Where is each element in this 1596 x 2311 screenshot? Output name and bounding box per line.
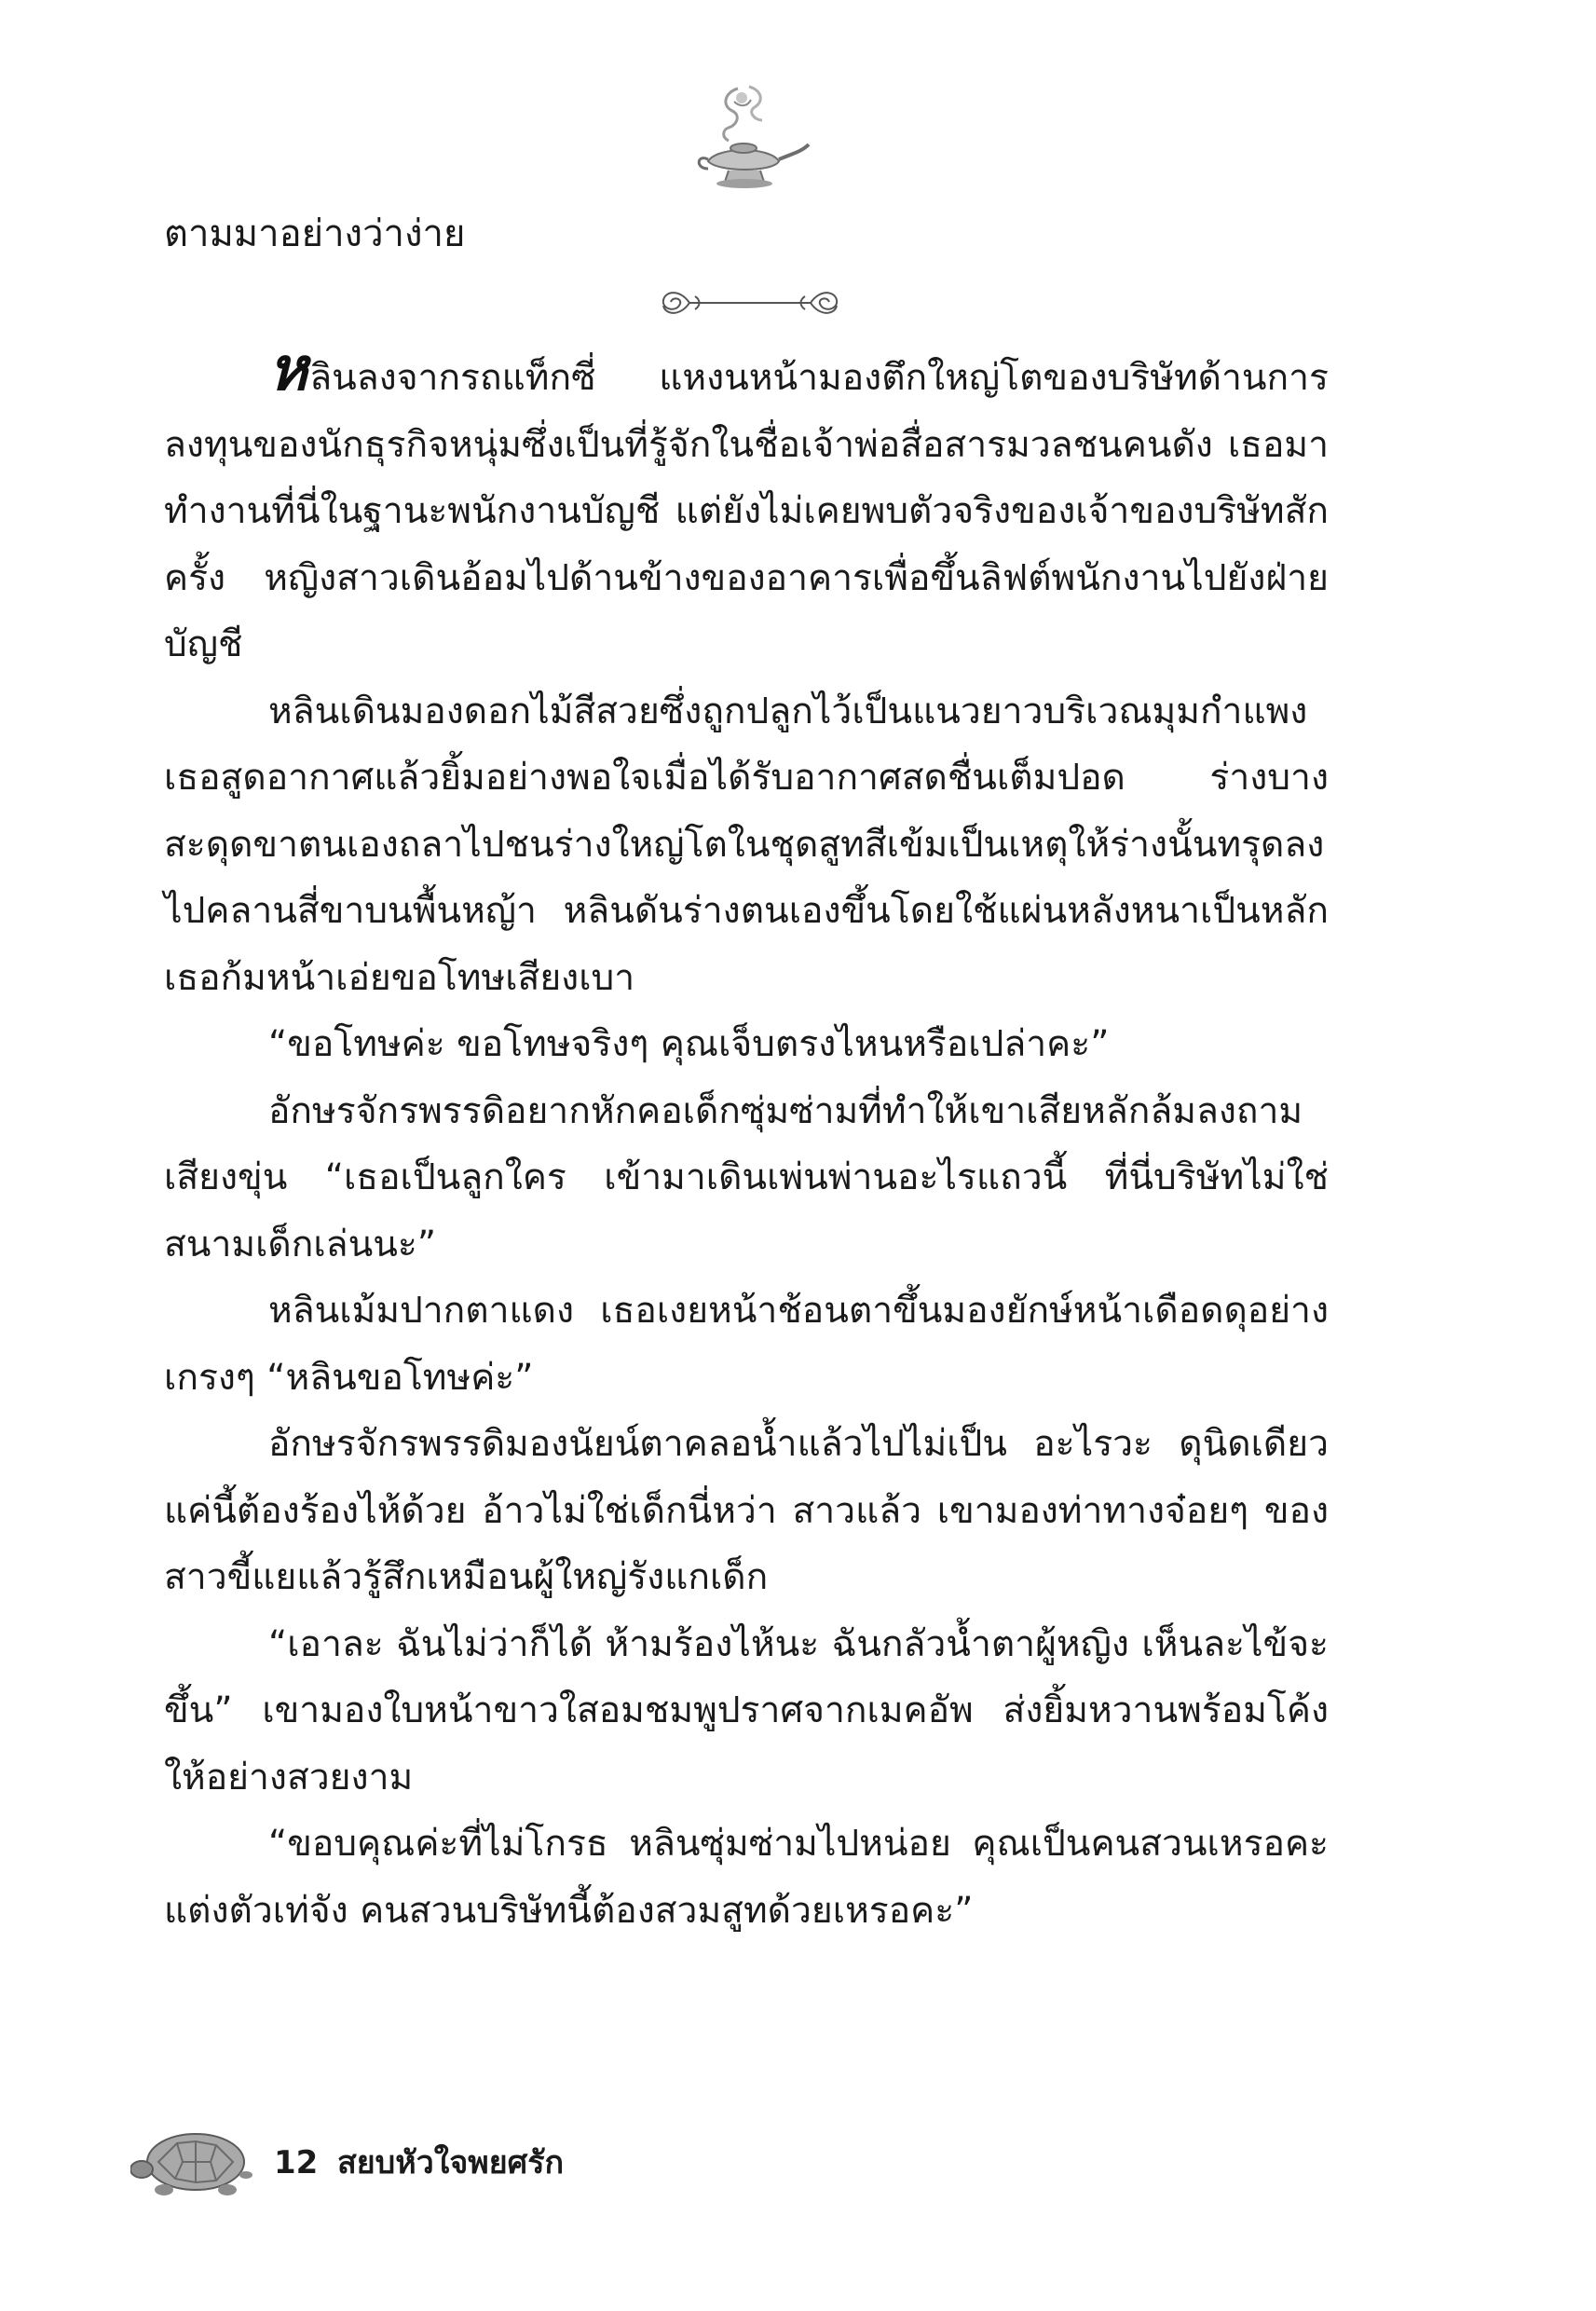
body-text: [164, 335, 1329, 1944]
paragraph: อักษรจักรพรรดิอยากหักคอเด็กซุ่มซ่ามที่ทำให้เขาเสียหลักล้มลงถามเสียงขุ่น “เธอเป็นลูกใคร เข้ามาเดินเพ่นพ่านอะไรแถวนี้ ที่นี่บริษัทไม่ใช่สนามเด็กเล่นนะ”: [164, 1089, 1329, 1265]
page-number: 12: [274, 2144, 319, 2181]
paragraph: “เอาละ ฉันไม่ว่าก็ได้ ห้ามร้องไห้นะ ฉันกลัวน้ำตาผู้หญิง เห็นละไข้จะขึ้น” เขามองใบหน้าขาวใสอมชมพูปราศจากเมคอัพ ส่งยิ้มหวานพร้อมโค้งให้อย่างสวยงาม: [164, 1622, 1329, 1798]
paragraph: หลินเม้มปากตาแดง เธอเงยหน้าช้อนตาขึ้นมองยักษ์หน้าเดือดดุอย่างเกรงๆ “หลินขอโทษค่ะ”: [164, 1290, 1329, 1399]
lead-line: ตามมาอย่างว่าง่าย: [164, 212, 466, 255]
turtle-icon: [130, 2115, 261, 2208]
paragraph: [164, 335, 1329, 678]
drop-cap: ห: [268, 335, 308, 404]
paragraph: “ขอโทษค่ะ ขอโทษจริงๆ คุณเจ็บตรงไหนหรือเปล่าคะ”: [268, 1023, 1110, 1065]
paragraph: หลินเดินมองดอกไม้สีสวยซึ่งถูกปลูกไว้เป็นแนวยาวบริเวณมุมกำแพง เธอสูดอากาศแล้วยิ้มอย่างพอใจเมื่อได้รับอากาศสดชื่นเต็มปอด ร่างบางสะดุดขาตนเองถลาไปชนร่างใหญ่โตในชุดสูทสีเข้มเป็นเหตุให้ร่างนั้นทรุดลงไปคลานสี่ขาบนพื้นหญ้า หลินดันร่างตนเองขึ้นโดยใช้แผ่นหลังหนาเป็นหลัก เธอก้มหน้าเอ่ยขอโทษเสียงเบา: [164, 690, 1329, 999]
paragraph-text: ลินลงจากรถแท็กซี่ แหงนหน้ามองตึกใหญ่โตของบริษัทด้านการลงทุนของนักธุรกิจหนุ่มซึ่งเป็นที่รู้จักในชื่อเจ้าพ่อสื่อสารมวลชนคนดัง เธอมาทำงานที่นี่ในฐานะพนักงานบัญชี แต่ยังไม่เคยพบตัวจริงของเจ้าของบริษัทสักครั้ง หญิงสาวเดินอ้อมไปด้านข้างของอาคารเพื่อขึ้นลิฟต์พนักงานไปยังฝ่ายบัญชี: [164, 357, 1329, 665]
book-title: สยบหัวใจพยศรัก: [337, 2144, 565, 2181]
page-footer: [130, 2115, 876, 2218]
ornamental-divider-icon: [652, 280, 848, 326]
genie-lamp-icon: [680, 79, 811, 200]
paragraph: “ขอบคุณค่ะที่ไม่โกรธ หลินซุ่มซ่ามไปหน่อย คุณเป็นคนสวนเหรอคะ แต่งตัวเท่จัง คนสวนบริษัทนี้ต้องสวมสูทด้วยเหรอคะ”: [164, 1823, 1329, 1932]
paragraph: อักษรจักรพรรดิมองนัยน์ตาคลอน้ำแล้วไปไม่เป็น อะไรวะ ดุนิดเดียวแค่นี้ต้องร้องไห้ด้วย อ้าวไม่ใช่เด็กนี่หว่า สาวแล้ว เขามองท่าทางจ๋อยๆ ของสาวขี้แยแล้วรู้สึกเหมือนผู้ใหญ่รังแกเด็ก: [164, 1423, 1329, 1598]
